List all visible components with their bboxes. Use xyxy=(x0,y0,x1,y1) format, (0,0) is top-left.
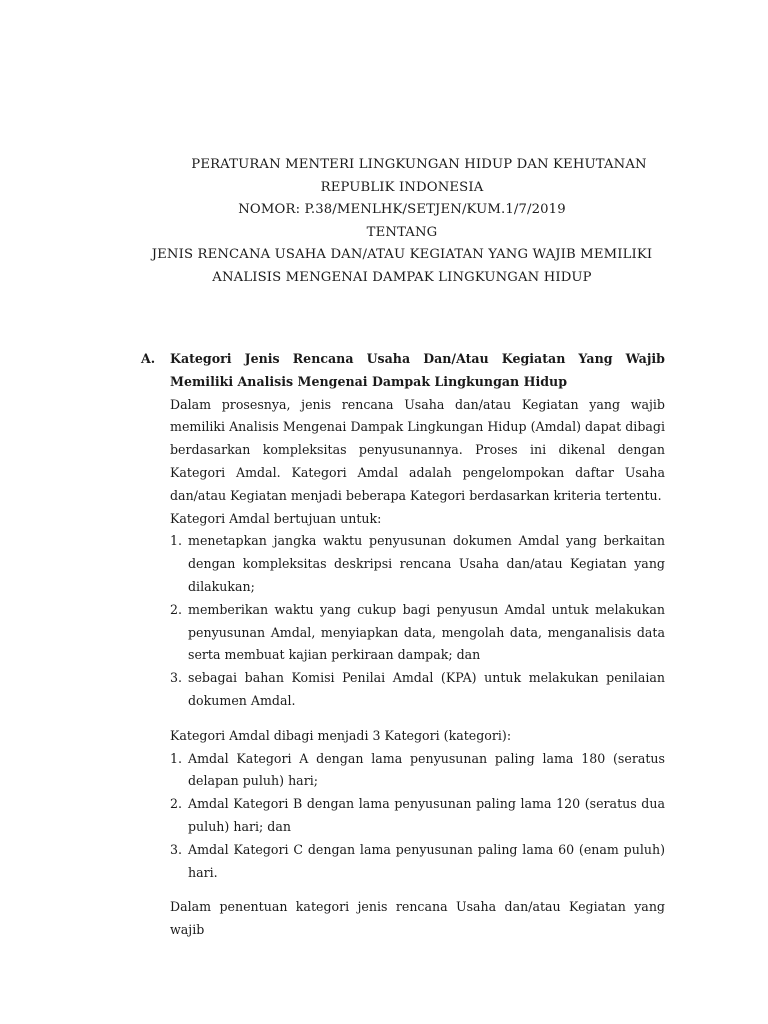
list-number: 3. xyxy=(170,670,183,686)
list-text: memberikan waktu yang cukup bagi penyusun Amdal untuk melakukan penyusunan Amdal, menyiapkan data, mengolah data, menganalisis data serta membuat kajian perkiraan dampak; dan xyxy=(188,601,665,663)
header-line-about: TENTANG xyxy=(366,224,438,240)
regulation-header xyxy=(132,154,672,290)
list-number: 1. xyxy=(170,533,183,549)
list-number: 3. xyxy=(170,841,183,857)
spacer xyxy=(170,884,665,896)
spacer xyxy=(170,713,665,725)
list-item xyxy=(170,839,665,885)
section-heading xyxy=(141,348,665,394)
section-title: Kategori Jenis Rencana Usaha Dan/Atau Kegiatan Yang Wajib Memiliki Analisis Mengenai Dampak Lingkungan Hidup xyxy=(170,351,665,389)
intro-paragraph: Dalam prosesnya, jenis rencana Usaha dan/atau Kegiatan yang wajib memiliki Analisis Mengenai Dampak Lingkungan Hidup (Amdal) dapat dibagi berdasarkan kompleksitas penyusunannya. Proses ini dikenal dengan Kategori Amdal. Kategori Amdal adalah pengelompokan daftar Usaha dan/atau Kegiatan menjadi beberapa Kategori berdasarkan kriteria tertentu. xyxy=(170,396,665,503)
list-text: Amdal Kategori C dengan lama penyusunan paling lama 60 (enam puluh) hari. xyxy=(188,841,665,880)
category-lead: Kategori Amdal dibagi menjadi 3 Kategori (kategori): xyxy=(170,727,512,743)
closing-paragraph: Dalam penentuan kategori jenis rencana Usaha dan/atau Kegiatan yang wajib xyxy=(170,899,665,938)
header-line-country: REPUBLIK INDONESIA xyxy=(320,179,484,195)
list-text: menetapkan jangka waktu penyusunan dokumen Amdal yang berkaitan dengan kompleksitas deskripsi rencana Usaha dan/atau Kegiatan yang dilakukan; xyxy=(188,533,665,594)
header-line-subject-1: JENIS RENCANA USAHA DAN/ATAU KEGIATAN YANG WAJIB MEMILIKI xyxy=(151,247,653,263)
list-item xyxy=(170,793,665,839)
list-text: Amdal Kategori A dengan lama penyusunan paling lama 180 (seratus delapan puluh) hari; xyxy=(188,750,665,789)
header-line-number: NOMOR: P.38/MENLHK/SETJEN/KUM.1/7/2019 xyxy=(238,202,566,218)
header-line-ministry: PERATURAN MENTERI LINGKUNGAN HIDUP DAN KEHUTANAN xyxy=(191,157,647,172)
header-line-subject-2: ANALISIS MENGENAI DAMPAK LINGKUNGAN HIDUP xyxy=(212,269,592,285)
section-letter: A. xyxy=(141,351,156,366)
list-item xyxy=(170,530,665,598)
list-item xyxy=(170,599,665,667)
purpose-list xyxy=(170,530,665,712)
list-number: 2. xyxy=(170,796,183,812)
list-text: sebagai bahan Komisi Penilai Amdal (KPA) untuk melakukan penilaian dokumen Amdal. xyxy=(188,670,665,708)
section-body xyxy=(170,394,665,942)
list-text: Amdal Kategori B dengan lama penyusunan paling lama 120 (seratus dua puluh) hari; dan xyxy=(188,796,665,834)
list-number: 2. xyxy=(170,601,183,617)
list-number: 1. xyxy=(170,750,183,766)
category-list xyxy=(170,748,665,885)
purpose-lead: Kategori Amdal bertujuan untuk: xyxy=(170,510,382,526)
list-item xyxy=(170,748,665,794)
section-a xyxy=(141,348,665,942)
list-item xyxy=(170,667,665,713)
